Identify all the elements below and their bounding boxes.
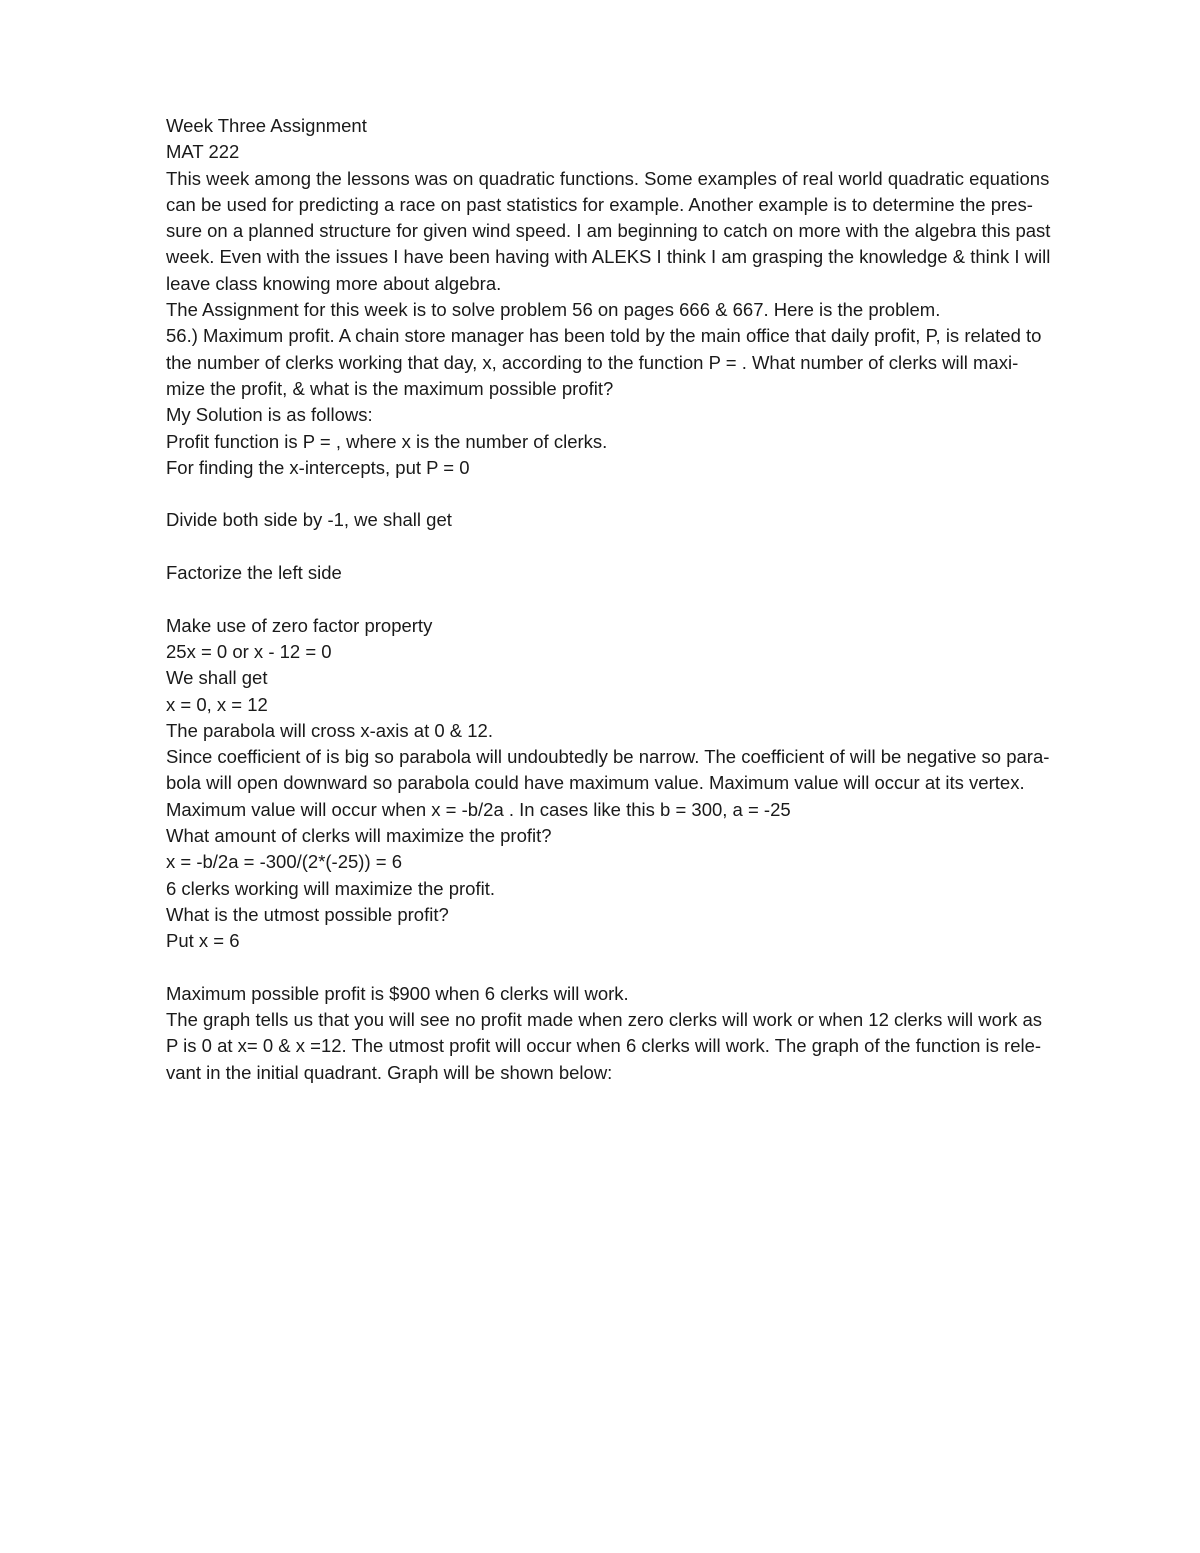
solution-line: We shall get (166, 667, 268, 689)
text-line: leave class knowing more about algebra. (166, 272, 502, 294)
text-line: week. Even with the issues I have been having with ALEKS I think I am grasping the knowledge & think I will (166, 246, 1051, 268)
solution-line: Since coefficient of is big so parabola will undoubtedly be narrow. The coefficient of will be negative so para- (166, 746, 1050, 768)
blank-line (166, 534, 1126, 560)
solution-line: Profit function is P = , where x is the number of clerks. (166, 430, 608, 452)
solution-line: Make use of zero factor property (166, 614, 433, 636)
solution-line: Put x = 6 (166, 930, 240, 952)
solution-line: 6 clerks working will maximize the profit. (166, 877, 495, 899)
solution-line: Divide both side by -1, we shall get (166, 509, 452, 531)
problem-statement-line: mize the profit, & what is the maximum possible profit? (166, 377, 614, 399)
conclusion-line: P is 0 at x= 0 & x =12. The utmost profit will occur when 6 clerks will work. The graph of the function is rele- (166, 1035, 1042, 1057)
text-line: This week among the lessons was on quadratic functions. Some examples of real world quadratic equations (166, 167, 1050, 189)
document-body (166, 113, 1126, 1086)
solution-heading: My Solution is as follows: (166, 404, 373, 426)
text-line: can be used for predicting a race on past statistics for example. Another example is to determine the pres- (166, 193, 1033, 215)
solution-line: x = -b/2a = -300/(2*(-25)) = 6 (166, 851, 402, 873)
course-code: MAT 222 (166, 141, 240, 163)
conclusion-line: The graph tells us that you will see no profit made when zero clerks will work or when 12 clerks will work as (166, 1009, 1043, 1031)
problem-statement-line: the number of clerks working that day, x, according to the function P = . What number of clerks will maxi- (166, 351, 1019, 373)
solution-line: 25x = 0 or x - 12 = 0 (166, 640, 332, 662)
solution-line: What amount of clerks will maximize the profit? (166, 825, 552, 847)
text-line: sure on a planned structure for given wind speed. I am beginning to catch on more with the algebra this past (166, 220, 1051, 242)
solution-line: The parabola will cross x-axis at 0 & 12. (166, 719, 493, 741)
text-line: The Assignment for this week is to solve problem 56 on pages 666 & 667. Here is the problem. (166, 299, 941, 321)
solution-line: x = 0, x = 12 (166, 693, 268, 715)
solution-line: bola will open downward so parabola could have maximum value. Maximum value will occur at its vertex. (166, 772, 1025, 794)
problem-statement-line: 56.) Maximum profit. A chain store manager has been told by the main office that daily profit, P, is related to (166, 325, 1042, 347)
conclusion-line: Maximum possible profit is $900 when 6 clerks will work. (166, 982, 629, 1004)
solution-line: For finding the x-intercepts, put P = 0 (166, 456, 470, 478)
solution-line: What is the utmost possible profit? (166, 903, 449, 925)
blank-line (166, 586, 1126, 612)
document-title: Week Three Assignment (166, 115, 367, 136)
blank-line (166, 955, 1126, 981)
conclusion-line: vant in the initial quadrant. Graph will be shown below: (166, 1061, 613, 1083)
blank-line (166, 481, 1126, 507)
solution-line: Factorize the left side (166, 562, 342, 584)
solution-line: Maximum value will occur when x = -b/2a . In cases like this b = 300, a = -25 (166, 798, 791, 820)
